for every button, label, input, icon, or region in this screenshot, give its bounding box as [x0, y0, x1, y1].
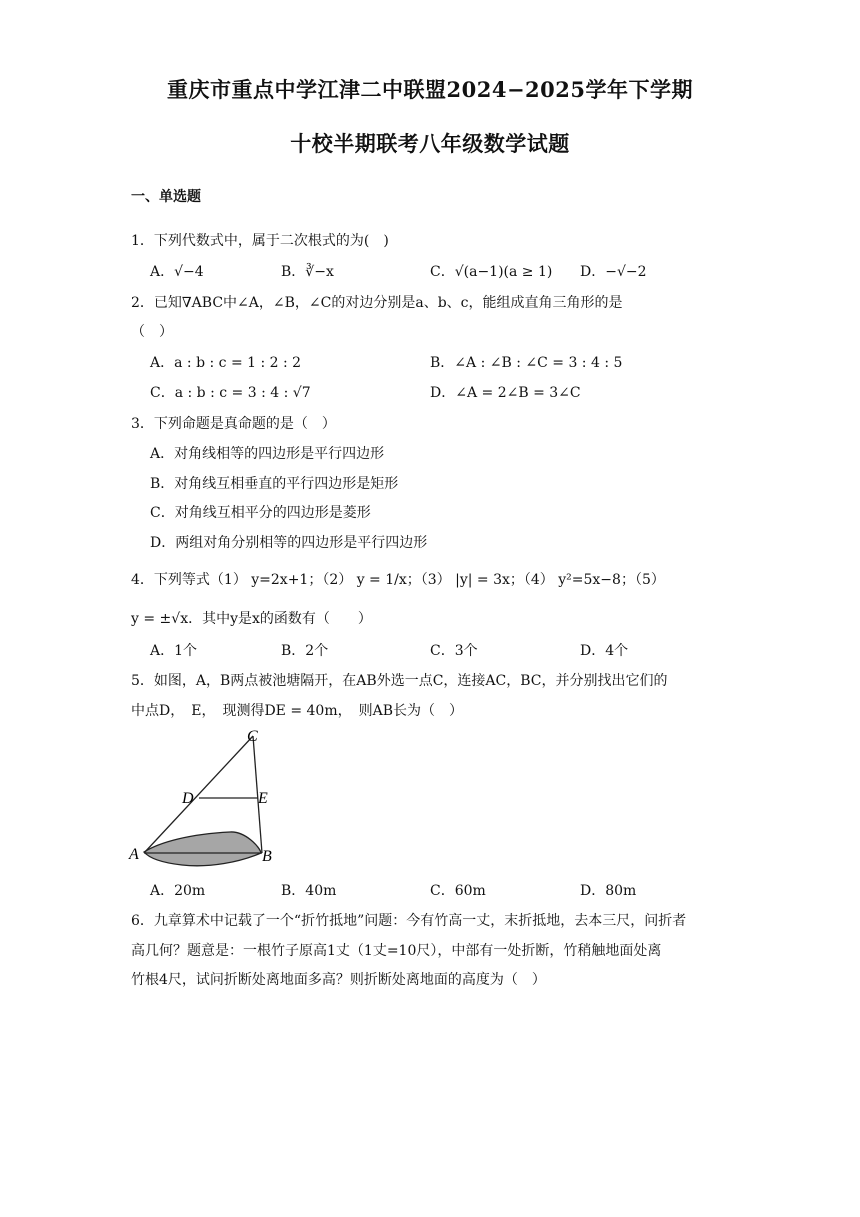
label-d: D [182, 790, 194, 807]
question-4-option-d: D．4个 [580, 643, 629, 659]
question-3-option-d: D．两组对角分别相等的四边形是平行四边形 [150, 535, 428, 551]
question-3-option-b: B．对角线互相垂直的平行四边形是矩形 [150, 476, 399, 492]
question-5-option-d: D．80m [580, 883, 637, 899]
pond-shape [144, 832, 261, 866]
question-1-stem: 1．下列代数式中，属于二次根式的为( ) [131, 233, 389, 249]
question-5-figure [120, 722, 290, 872]
question-4-option-a: A．1个 [150, 643, 198, 659]
question-5-stem-cont: 中点D， E， 现测得DE = 40m， 则AB长为（ ） [131, 703, 464, 719]
label-e: E [258, 790, 268, 807]
question-4-option-c: C．3个 [430, 643, 478, 659]
question-2-option-d: D．∠A = 2∠B = 3∠C [430, 385, 581, 401]
question-4-option-b: B．2个 [281, 643, 329, 659]
question-1-option-d: D．−√−2 [580, 264, 647, 280]
question-3-option-c: C．对角线互相平分的四边形是菱形 [150, 505, 371, 521]
question-1-option-c: C．√(a−1)(a ≥ 1) [430, 264, 553, 280]
question-2-stem-cont: （ ） [131, 324, 173, 340]
question-6-line1: 6．九章算术中记载了一个“折竹抵地”问题：今有竹高一丈，末折抵地，去本三尺，问折者 [131, 913, 687, 929]
page-title-line1: 重庆市重点中学江津二中联盟2024−2025学年下学期 [167, 77, 693, 102]
label-b: B [262, 848, 272, 865]
question-4-stem: 4．下列等式（1） y=2x+1；（2） y = 1/x；（3） |y| = 3x；（4） y²=5x−8；（5） [131, 572, 665, 588]
question-1-option-a: A．√−4 [150, 264, 204, 280]
question-6-line2: 高几何？题意是：一根竹子原高1丈（1丈=10尺），中部有一处折断，竹稍触地面处离 [131, 943, 662, 959]
question-5-option-b: B．40m [281, 883, 337, 899]
question-2-stem: 2．已知∇ABC中∠A，∠B，∠C的对边分别是a、b、c，能组成直角三角形的是 [131, 295, 623, 311]
question-6-line3: 竹根4尺，试问折断处离地面多高？则折断处离地面的高度为（ ） [131, 972, 546, 988]
question-2-option-b: B．∠A : ∠B : ∠C = 3 : 4 : 5 [430, 355, 623, 371]
question-2-option-c: C．a : b : c = 3 : 4 : √7 [150, 385, 311, 401]
question-1-option-b: B．∛−x [281, 264, 334, 280]
question-2-option-a: A．a : b : c = 1 : 2 : 2 [150, 355, 302, 371]
label-a: A [129, 846, 139, 863]
section-heading: 一、单选题 [131, 189, 201, 205]
question-5-stem: 5．如图，A，B两点被池塘隔开，在AB外选一点C，连接AC，BC，并分别找出它们的 [131, 673, 668, 689]
question-3-stem: 3．下列命题是真命题的是（ ） [131, 416, 336, 432]
question-5-option-c: C．60m [430, 883, 486, 899]
question-4-stem-cont: y = ±√x．其中y是x的函数有（ ） [131, 611, 372, 627]
question-5-option-a: A．20m [150, 883, 206, 899]
question-3-option-a: A．对角线相等的四边形是平行四边形 [150, 446, 385, 462]
page-title-line2: 十校半期联考八年级数学试题 [290, 131, 570, 156]
label-c: C [247, 728, 258, 745]
